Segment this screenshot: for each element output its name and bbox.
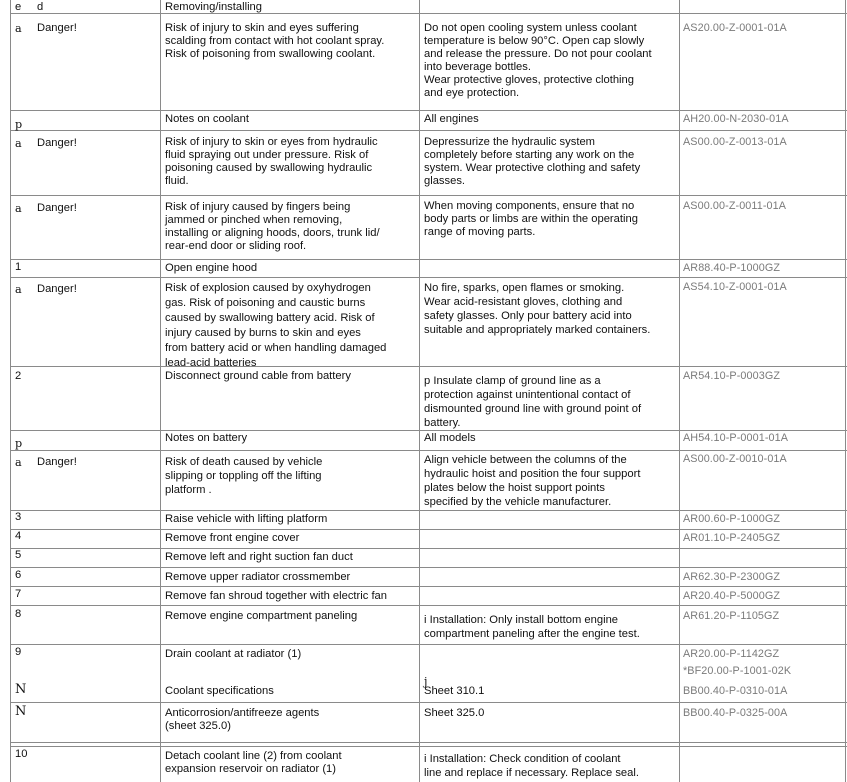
step-text: Notes on battery (165, 432, 248, 444)
reference-link[interactable]: AH20.00-N-2030-01A (683, 113, 789, 125)
step-number: 7 (15, 588, 22, 600)
reference-link[interactable]: AR20.00-P-1142GZ (683, 648, 780, 660)
step-number: 6 (15, 569, 22, 581)
danger-label: Danger! (37, 202, 77, 214)
header-title: Removing/installing (165, 1, 263, 13)
grid-line (10, 366, 847, 367)
grid-line (10, 644, 847, 645)
grid-line (10, 430, 847, 431)
step-number: 2 (15, 370, 22, 382)
grid-line (845, 0, 846, 782)
step-text: Open engine hood (165, 262, 258, 274)
grid-line (10, 586, 847, 587)
header-col-b: d (37, 1, 44, 13)
reference-link[interactable]: AS54.10-Z-0001-01A (683, 281, 787, 293)
reference-link[interactable]: AH54.10-P-0001-01A (683, 432, 789, 444)
step-text: Remove fan shroud together with electric fan (165, 590, 388, 602)
grid-line (10, 529, 847, 530)
specification-symbol: N (15, 682, 27, 697)
reference-link[interactable]: AR88.40-P-1000GZ (683, 262, 781, 274)
measure-text: Do not open cooling system unless coolant temperature is below 90°C. Open cap slowly and release the pressure. Do not pour coolant into beverage bottles. Wear protective gloves, protective clothing and eye protection. (424, 22, 652, 99)
risk-text: Risk of injury to skin or eyes from hydraulic fluid spraying out under pressure. Risk of poisoning caused by swallowing hydraulic fluid. (165, 136, 378, 187)
step-text: Remove front engine cover (165, 532, 300, 544)
step-text: Anticorrosion/antifreeze agents (sheet 325.0) (165, 707, 320, 732)
grid-line (10, 702, 847, 703)
measure-text: All models (424, 432, 476, 444)
grid-line (419, 0, 420, 782)
reference-link[interactable]: AS00.00-Z-0010-01A (683, 453, 787, 465)
reference-link[interactable]: BB00.40-P-0325-00A (683, 707, 788, 719)
risk-text: Risk of death caused by vehicle slipping or toppling off the lifting platform . (165, 456, 323, 496)
grid-line (10, 13, 847, 14)
step-text: Remove left and right suction fan duct (165, 551, 353, 563)
measure-text: All engines (424, 113, 479, 125)
grid-line (10, 277, 847, 278)
reference-link[interactable]: AS00.00-Z-0011-01A (683, 200, 787, 212)
step-number: 5 (15, 549, 22, 561)
step-number: 1 (15, 261, 22, 273)
step-number: 9 (15, 646, 22, 658)
step-number: 3 (15, 511, 22, 523)
grid-line (679, 0, 680, 782)
danger-label: Danger! (37, 456, 77, 468)
step-text: Coolant specifications (165, 685, 274, 697)
grid-line (10, 259, 847, 260)
step-number: 8 (15, 608, 22, 620)
grid-line (160, 0, 161, 782)
measure-text: Depressurize the hydraulic system completely before starting any work on the system. Wear protective clothing and safety glasses. (424, 136, 641, 187)
reference-link[interactable]: AR61.20-P-1105GZ (683, 610, 780, 622)
danger-symbol: a (15, 202, 22, 215)
danger-label: Danger! (37, 22, 77, 34)
grid-line (10, 195, 847, 196)
reference-link[interactable]: AR00.60-P-1000GZ (683, 513, 781, 525)
grid-line (10, 548, 847, 549)
grid-line (10, 110, 847, 111)
note-symbol: p (15, 118, 23, 131)
grid-line (10, 742, 847, 743)
reference-link[interactable]: AR01.10-P-2405GZ (683, 532, 781, 544)
grid-line (10, 0, 11, 782)
step-number: 10 (15, 748, 28, 760)
reference-link[interactable]: *BF20.00-P-1001-02K (683, 665, 792, 677)
measure-text: Align vehicle between the columns of the hydraulic hoist and position the four support plates below the hoist support points specified by the vehicle manufacturer. (424, 454, 641, 508)
step-text: Remove upper radiator crossmember (165, 571, 351, 583)
reference-link[interactable]: AS20.00-Z-0001-01A (683, 22, 787, 34)
measure-text: i Installation: Only install bottom engine compartment paneling after the engine test. (424, 614, 640, 640)
measure-text: When moving components, ensure that no body parts or limbs are within the operating range of moving parts. (424, 200, 638, 238)
danger-label: Danger! (37, 137, 77, 149)
measure-symbol: j (424, 675, 428, 688)
grid-line (10, 605, 847, 606)
header-col-a: e (15, 1, 22, 13)
risk-text: Risk of injury caused by fingers being jammed or pinched when removing, installing or aligning hoods, doors, trunk lid/ rear-end door or sliding roof. (165, 201, 380, 252)
measure-text: Sheet 325.0 (424, 707, 485, 719)
danger-symbol: a (15, 283, 22, 296)
risk-text: Risk of explosion caused by oxyhydrogen gas. Risk of poisoning and caustic burns caused by swallowing battery acid. Risk of injury caused by burns to skin and eyes from battery acid or when handling damaged lead-acid batteries (165, 282, 387, 369)
reference-link[interactable]: AR20.40-P-5000GZ (683, 590, 781, 602)
reference-link[interactable]: AR62.30-P-2300GZ (683, 571, 781, 583)
measure-text: No fire, sparks, open flames or smoking. Wear acid-resistant gloves, clothing and safety glasses. Only pour battery acid into suitable and appropriately marked containers. (424, 282, 651, 336)
grid-line (10, 567, 847, 568)
measure-text: Sheet 310.1 (424, 685, 485, 697)
grid-line (10, 510, 847, 511)
risk-text: Risk of injury to skin and eyes suffering scalding from contact with hot coolant spray. Risk of poisoning from swallowing coolant. (165, 22, 385, 60)
reference-link[interactable]: AR54.10-P-0003GZ (683, 370, 781, 382)
grid-line (10, 130, 847, 131)
specification-symbol: N (15, 704, 27, 719)
note-symbol: p (15, 437, 23, 450)
grid-line (10, 746, 847, 747)
reference-link[interactable]: AS00.00-Z-0013-01A (683, 136, 787, 148)
grid-line (10, 450, 847, 451)
danger-symbol: a (15, 22, 22, 35)
measure-text: i Installation: Check condition of coolant line and replace if necessary. Replace seal. (424, 753, 639, 779)
danger-symbol: a (15, 137, 22, 150)
step-text: Notes on coolant (165, 113, 249, 125)
step-text: Detach coolant line (2) from coolant expansion reservoir on radiator (1) (165, 750, 342, 775)
step-text: Raise vehicle with lifting platform (165, 513, 328, 525)
danger-label: Danger! (37, 283, 77, 295)
reference-link[interactable]: BB00.40-P-0310-01A (683, 685, 788, 697)
step-text: Disconnect ground cable from battery (165, 370, 351, 382)
step-number: 4 (15, 530, 22, 542)
step-text: Drain coolant at radiator (1) (165, 648, 302, 660)
step-text: Remove engine compartment paneling (165, 610, 358, 622)
danger-symbol: a (15, 456, 22, 469)
measure-text: p Insulate clamp of ground line as a protection against unintentional contact of dismounted ground line with ground point of battery. (424, 375, 642, 429)
